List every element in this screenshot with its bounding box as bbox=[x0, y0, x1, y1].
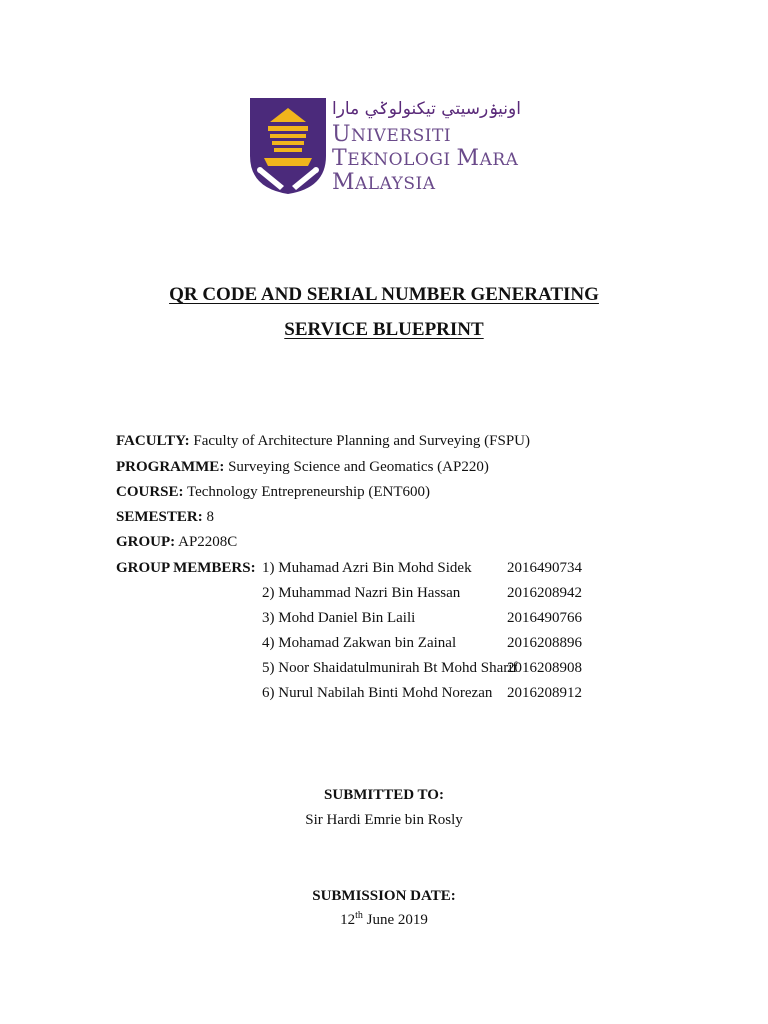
programme-value: Surveying Science and Geomatics (AP220) bbox=[228, 459, 489, 475]
university-logo bbox=[248, 96, 538, 196]
faculty-value: Faculty of Architecture Planning and Surveying (FSPU) bbox=[193, 433, 531, 449]
group-row bbox=[116, 535, 237, 550]
group-value: AP2208C bbox=[178, 534, 238, 550]
member-name: 4) Mohamad Zakwan bin Zainal bbox=[262, 635, 457, 651]
member-name: 3) Mohd Daniel Bin Laili bbox=[262, 610, 416, 626]
course-row bbox=[116, 485, 430, 500]
course-value: Technology Entrepreneurship (ENT600) bbox=[187, 484, 431, 500]
member-id: 2016208896 bbox=[507, 635, 582, 651]
programme-row bbox=[116, 460, 489, 475]
group-members-label: GROUP MEMBERS: bbox=[116, 560, 256, 576]
faculty-label: FACULTY: bbox=[116, 433, 190, 449]
document-title-line2: SERVICE BLUEPRINT bbox=[284, 319, 484, 340]
member-name: 5) Noor Shaidatulmunirah Bt Mohd Sharif bbox=[262, 660, 518, 676]
group-label: GROUP: bbox=[116, 534, 176, 550]
logo-line-malaysia: MALAYSIA bbox=[332, 170, 436, 195]
submitted-to-name: Sir Hardi Emrie bin Rosly bbox=[305, 812, 463, 828]
logo-line-teknologi-mara: TEKNOLOGI MARA bbox=[332, 146, 519, 171]
submission-date-value: 12th June 2019 bbox=[340, 910, 428, 928]
member-name: 6) Nurul Nabilah Binti Mohd Norezan bbox=[262, 685, 493, 701]
faculty-row bbox=[116, 434, 530, 449]
document-title-line1: QR CODE AND SERIAL NUMBER GENERATING bbox=[169, 284, 599, 305]
member-id: 2016490734 bbox=[507, 560, 582, 576]
submission-date-label: SUBMISSION DATE: bbox=[312, 888, 456, 904]
member-id: 2016208912 bbox=[507, 685, 582, 701]
semester-row bbox=[116, 510, 214, 525]
submitted-to-label: SUBMITTED TO: bbox=[324, 787, 444, 803]
member-name: 2) Muhammad Nazri Bin Hassan bbox=[262, 585, 461, 601]
semester-value: 8 bbox=[206, 509, 214, 525]
member-id: 2016490766 bbox=[507, 610, 582, 626]
semester-label: SEMESTER: bbox=[116, 509, 203, 525]
logo-jawi-text: اونيۏرسيتي تيکنولوݢي مارا bbox=[332, 99, 521, 119]
programme-label: PROGRAMME: bbox=[116, 459, 225, 475]
member-id: 2016208942 bbox=[507, 585, 582, 601]
course-label: COURSE: bbox=[116, 484, 184, 500]
member-name: 1) Muhamad Azri Bin Mohd Sidek bbox=[262, 560, 472, 576]
logo-line-universiti: UNIVERSITI bbox=[332, 122, 452, 147]
uitm-crest-icon bbox=[248, 96, 328, 196]
member-id: 2016208908 bbox=[507, 660, 582, 676]
